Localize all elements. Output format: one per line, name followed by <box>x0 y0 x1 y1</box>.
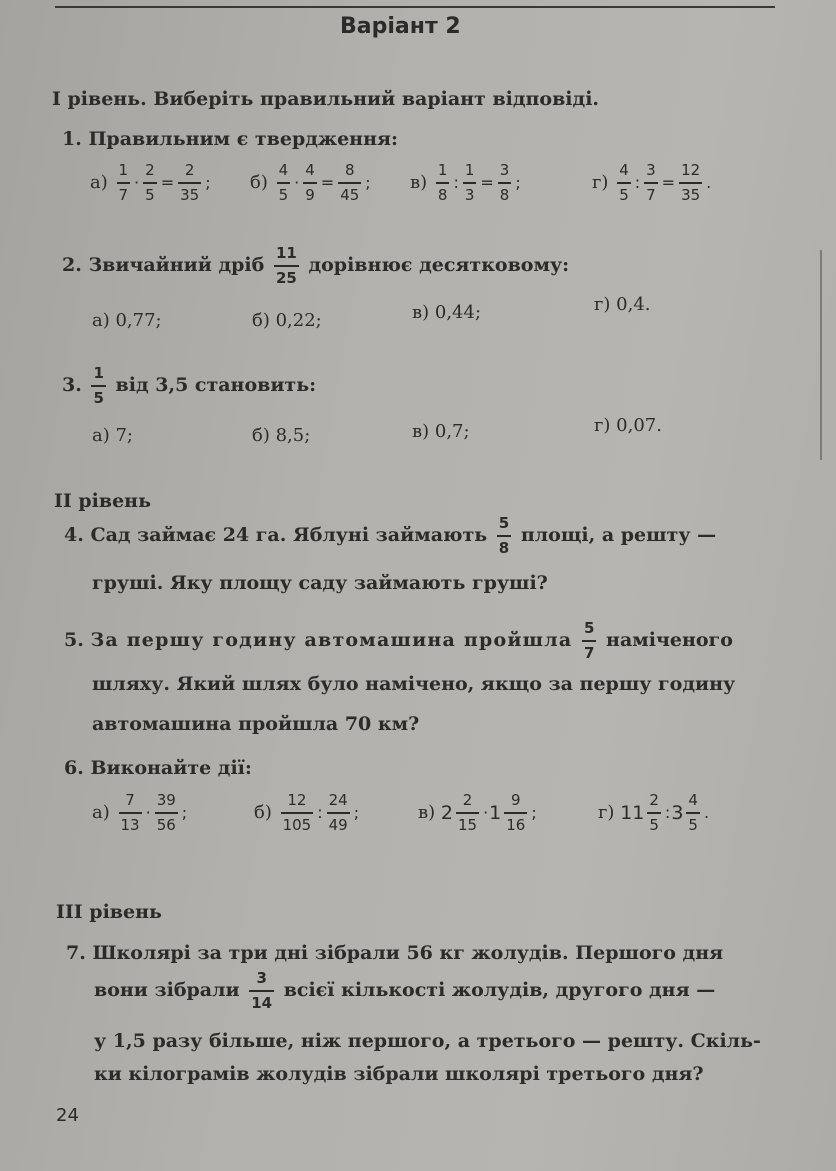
q5-line2: шляху. Який шлях було намічено, якщо за першу годину <box>92 673 736 695</box>
q7-line1: 7. Школярі за три дні зібрали 56 кг жолудів. Першого дня <box>66 942 724 964</box>
q2-option-c: в) 0,44; <box>412 302 482 323</box>
q2-title: 2. Звичайний дріб $\frac{11}{25}$ дорівнює десятковому: <box>62 244 570 287</box>
top-rule <box>55 6 775 8</box>
level2-heading: II рівень <box>54 490 151 512</box>
q1-option-c: в) $\frac{1}{8}$ : $\frac{1}{3}$ = $\frac{3}{8}$ ; <box>410 161 521 204</box>
q1-number: 1. <box>62 128 82 150</box>
q1-text: Правильним є твердження: <box>88 128 399 150</box>
q3-title: 3. $\frac{1}{5}$ від 3,5 становить: <box>62 364 317 407</box>
q3-option-a: а) 7; <box>92 425 133 446</box>
q6-option-c: в) 2 $\frac{2}{15}$ ·1 $\frac{9}{16}$ ; <box>418 791 537 834</box>
q4-line2: груші. Яку площу саду займають груші? <box>92 572 548 594</box>
q3-option-c: в) 0,7; <box>412 421 470 442</box>
variant-title: Варіант 2 <box>340 14 461 39</box>
q4-line1: 4. Сад займає 24 га. Яблуні займають $\frac{5}{8}$ площі, а решту — <box>64 514 717 557</box>
q3-option-b: б) 8,5; <box>252 425 311 446</box>
q7-line3: у 1,5 разу більше, ніж першого, а третього — решту. Скіль- <box>94 1030 761 1052</box>
q6-title: 6. Виконайте дії: <box>64 757 252 779</box>
q1-title <box>62 128 398 150</box>
page-number: 24 <box>56 1105 79 1126</box>
level3-heading: III рівень <box>56 901 162 923</box>
q2-option-a: а) 0,77; <box>92 310 162 331</box>
page-edge-shadow <box>820 250 822 460</box>
q2-option-d: г) 0,4. <box>594 294 651 315</box>
q1-option-d: г) $\frac{4}{5}$ : $\frac{3}{7}$ = $\frac{12}{35}$ . <box>592 161 712 204</box>
q1-option-a: а) $\frac{1}{7}$ · $\frac{2}{5}$ = $\frac{2}{35}$ ; <box>90 161 211 204</box>
level1-heading: I рівень. Виберіть правильний варіант відповіді. <box>52 88 600 110</box>
q5-line1: 5. За першу годину автомашина пройшла $\frac{5}{7}$ наміченого <box>64 619 733 662</box>
q1-option-b: б) $\frac{4}{5}$ · $\frac{4}{9}$ = $\frac{8}{45}$ ; <box>250 161 371 204</box>
q7-line2: вони зібрали $\frac{3}{14}$ всієї кількості жолудів, другого дня — <box>94 969 716 1012</box>
q3-option-d: г) 0,07. <box>594 415 662 436</box>
q5-line3: автомашина пройшла 70 км? <box>92 713 420 735</box>
q7-line4: ки кілограмів жолудів зібрали школярі третього дня? <box>94 1063 704 1085</box>
q6-option-a: а) $\frac{7}{13}$ · $\frac{39}{56}$ ; <box>92 791 188 834</box>
q2-option-b: б) 0,22; <box>252 310 322 331</box>
q6-option-d: г) 11 $\frac{2}{5}$ :3 $\frac{4}{5}$ . <box>598 791 710 834</box>
q6-option-b: б) $\frac{12}{105}$ : $\frac{24}{49}$ ; <box>254 791 360 834</box>
